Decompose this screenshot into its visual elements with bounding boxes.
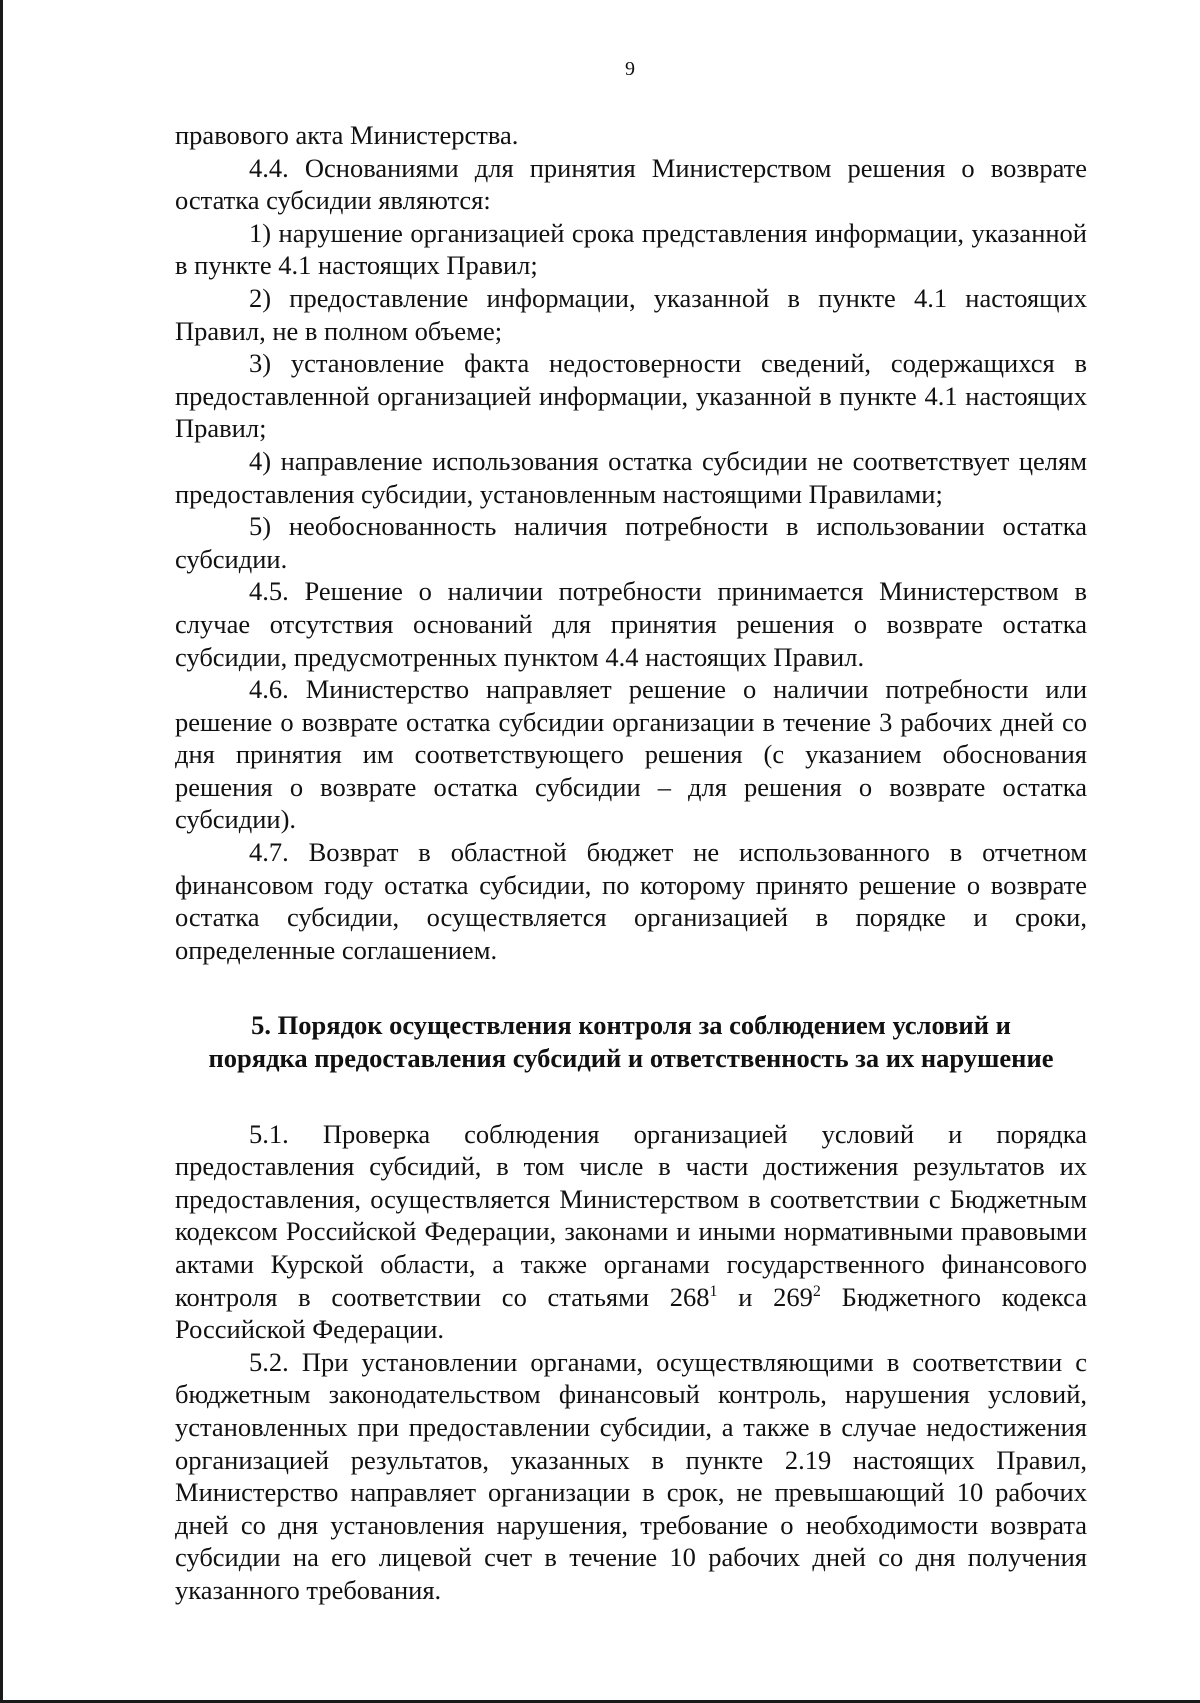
section-heading-line-1: 5. Порядок осуществления контроля за соблюдением условий и xyxy=(251,1010,1011,1041)
document-body xyxy=(175,119,1087,1607)
article-268-superscript: 1 xyxy=(709,1282,718,1300)
article-269-superscript: 2 xyxy=(812,1282,821,1300)
list-item-5: 5) необоснованность наличия потребности в использовании остатка субсидии. xyxy=(175,511,1087,574)
paragraph-4-6: 4.6. Министерство направляет решение о наличии потребности или решение о возврате остатка субсидии организации в течение 3 рабочих дней со дня принятия им соответствующего решения (с указанием обоснования решения о возврате остатка субсидии – для решения о возврате остатка субсидии). xyxy=(175,674,1087,835)
article-269: 269 xyxy=(773,1281,813,1312)
paragraph-4-5: 4.5. Решение о наличии потребности принимается Министерством в случае отсутствия оснований для принятия решения о возврате остатка субсидии, предусмотренных пунктом 4.4 настоящих Правил. xyxy=(175,576,1087,672)
paragraph-5-2: 5.2. При установлении органами, осуществляющими в соответствии с бюджетным законодательством финансовый контроль, нарушения условий, установленных при предоставлении субсидии, а также в случае недостижения организацией результатов, указанных в пункте 2.19 настоящих Правил, Министерство направляет организации в срок, не превышающий 10 рабочих дней со дня установления нарушения, требование о необходимости возврата субсидии на его лицевой счет в течение 10 рабочих дней со дня получения указанного требования. xyxy=(175,1346,1087,1605)
list-item-3: 3) установление факта недостоверности сведений, содержащихся в предоставленной организацией информации, указанной в пункте 4.1 настоящих Правил; xyxy=(175,348,1087,444)
list-item-4: 4) направление использования остатка субсидии не соответствует целям предоставления субсидии, установленным настоящими Правилами; xyxy=(175,445,1087,509)
paragraph-4-4: 4.4. Основаниями для принятия Министерством решения о возврате остатка субсидии являются: xyxy=(175,152,1087,216)
list-item-1: 1) нарушение организацией срока представления информации, указанной в пункте 4.1 настоящих Правил; xyxy=(175,217,1087,281)
page-number: 9 xyxy=(625,58,635,80)
paragraph-5-1 xyxy=(175,1118,1087,1346)
article-268: 268 xyxy=(669,1281,710,1312)
paragraph-4-7: 4.7. Возврат в областной бюджет не использованного в отчетном финансовом году остатка субсидии, по которому принято решение о возврате остатка субсидии, осуществляется организацией в порядке и сроки, определенные соглашением. xyxy=(175,837,1087,965)
conjunction: и xyxy=(717,1281,774,1312)
section-heading-line-2: порядка предоставления субсидий и ответственность за их нарушение xyxy=(208,1043,1054,1074)
paragraph-5-1-text: 5.1. Проверка соблюдения организацией условий и порядка предоставления субсидий, в том числе в части достижения результатов их предоставления, осуществляется Министерством в соответствии с Бюджетным кодексом Российской Федерации, законами и иными нормативными правовыми актами Курской области, а также органами государственного финансового контроля в соответствии со статьями xyxy=(175,1118,1087,1312)
list-item-2: 2) предоставление информации, указанной в пункте 4.1 настоящих Правил, не в полном объеме; xyxy=(175,282,1087,346)
paragraph-5-1-ending: Бюджетного кодекса Российской Федерации. xyxy=(175,1281,1087,1345)
scan-edge-left xyxy=(0,0,3,1703)
paragraph-continuation: правового акта Министерства. xyxy=(175,120,519,150)
section-5-heading xyxy=(175,1009,1087,1074)
